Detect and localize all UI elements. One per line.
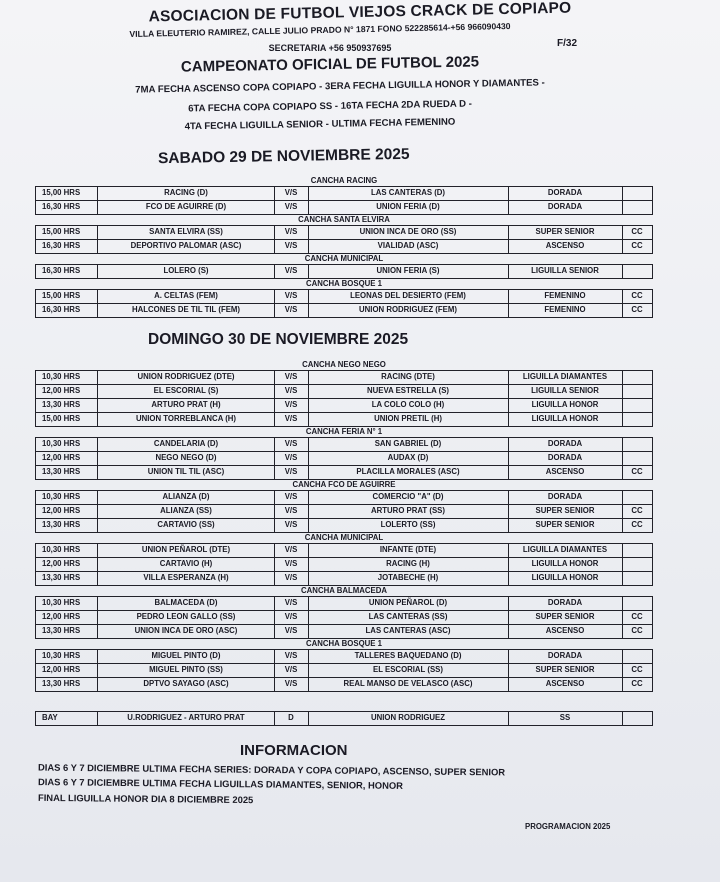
away-team: AUDAX (D): [308, 452, 509, 465]
home-team: ALIANZA (D): [98, 491, 275, 504]
category-label: SUPER SENIOR: [508, 611, 623, 624]
match-row: [35, 385, 653, 399]
away-team: UNION RODRIGUEZ: [308, 712, 509, 725]
category-label: FEMENINO: [508, 304, 623, 317]
match-row: [35, 452, 653, 466]
away-team: REAL MANSO DE VELASCO (ASC): [308, 678, 509, 691]
home-team: DEPORTIVO PALOMAR (ASC): [98, 240, 275, 253]
cc-flag: CC: [631, 506, 643, 515]
away-team: LAS CANTERAS (D): [308, 187, 509, 200]
info-line-1: DIAS 6 Y 7 DICIEMBRE ULTIMA FECHA SERIES: DORADA Y COPA COPIAPO, ASCENSO, SUPER SENIOR: [37, 761, 506, 778]
venue-heading: CANCHA FCO DE AGUIRRE: [292, 480, 396, 489]
venue-heading: CANCHA RACING: [310, 176, 378, 185]
footer-label: PROGRAMACION 2025: [525, 822, 611, 831]
match-row: [35, 413, 653, 427]
cc-flag: CC: [631, 520, 643, 529]
match-row: [35, 240, 653, 254]
match-row: [35, 543, 653, 558]
versus-label: V/S: [274, 290, 309, 303]
versus-label: V/S: [274, 452, 309, 465]
category-label: DORADA: [508, 438, 623, 451]
match-time: 12,00 HRS: [36, 385, 98, 398]
match-time: 10,30 HRS: [36, 650, 98, 663]
match-time: 12,00 HRS: [36, 505, 98, 518]
match-row: [35, 264, 653, 279]
versus-label: D: [274, 712, 309, 725]
cc-flag: [622, 438, 652, 451]
category-label: ASCENSO: [508, 625, 623, 638]
match-time: 10,30 HRS: [36, 544, 98, 557]
away-team: SAN GABRIEL (D): [308, 438, 509, 451]
match-time: 10,30 HRS: [36, 597, 98, 610]
home-team: MIGUEL PINTO (D): [98, 650, 275, 663]
match-row: [35, 558, 653, 572]
info-line-3: FINAL LIGUILLA HONOR DIA 8 DICIEMBRE 2025: [37, 791, 254, 806]
cc-flag: CC: [631, 679, 643, 688]
away-team: VIALIDAD (ASC): [308, 240, 509, 253]
away-team: NUEVA ESTRELLA (S): [308, 385, 509, 398]
match-row: [35, 596, 653, 611]
match-time: 12,00 HRS: [36, 452, 98, 465]
cc-flag: CC: [631, 227, 643, 236]
versus-label: V/S: [274, 519, 309, 532]
home-team: SANTA ELVIRA (SS): [98, 226, 275, 239]
category-label: SS: [508, 712, 623, 725]
info-title: INFORMACION: [240, 742, 348, 759]
versus-label: V/S: [274, 226, 309, 239]
category-label: DORADA: [508, 597, 623, 610]
match-time: BAY: [36, 712, 98, 725]
versus-label: V/S: [274, 304, 309, 317]
category-label: DORADA: [508, 650, 623, 663]
cc-flag: [622, 712, 652, 725]
home-team: UNION TORREBLANCA (H): [98, 413, 275, 426]
versus-label: V/S: [274, 505, 309, 518]
home-team: VILLA ESPERANZA (H): [98, 572, 275, 585]
org-secretaria: SECRETARIA +56 950937695: [268, 43, 392, 53]
category-label: LIGUILLA HONOR: [508, 558, 623, 571]
home-team: MIGUEL PINTO (SS): [98, 664, 275, 677]
away-team: JOTABECHE (H): [308, 572, 509, 585]
category-label: SUPER SENIOR: [508, 505, 623, 518]
match-time: 16,30 HRS: [36, 201, 98, 214]
cc-flag: [622, 371, 652, 384]
away-team: UNION INCA DE ORO (SS): [308, 226, 509, 239]
match-row: [35, 399, 653, 413]
away-team: INFANTE (DTE): [308, 544, 509, 557]
match-time: 13,30 HRS: [36, 678, 98, 691]
match-time: 10,30 HRS: [36, 371, 98, 384]
cc-flag: [622, 650, 652, 663]
fixture-line-1: 7MA FECHA ASCENSO COPA COPIAPO - 3ERA FECHA LIGUILLA HONOR Y DIAMANTES -: [135, 77, 545, 96]
home-team: ALIANZA (SS): [98, 505, 275, 518]
match-row: [35, 611, 653, 625]
match-time: 16,30 HRS: [36, 304, 98, 317]
away-team: ARTURO PRAT (SS): [308, 505, 509, 518]
venue-heading: CANCHA MUNICIPAL: [304, 254, 384, 263]
match-row: [35, 186, 653, 201]
home-team: HALCONES DE TIL TIL (FEM): [98, 304, 275, 317]
cc-flag: [622, 413, 652, 426]
category-label: SUPER SENIOR: [508, 519, 623, 532]
venue-heading: CANCHA BALMACEDA: [301, 586, 387, 595]
away-team: UNION FERIA (S): [308, 265, 509, 278]
match-time: 15,00 HRS: [36, 187, 98, 200]
cc-flag: [622, 187, 652, 200]
match-row: [35, 625, 653, 639]
category-label: SUPER SENIOR: [508, 226, 623, 239]
away-team: LA COLO COLO (H): [308, 399, 509, 412]
home-team: CARTAVIO (H): [98, 558, 275, 571]
category-label: DORADA: [508, 491, 623, 504]
versus-label: V/S: [274, 385, 309, 398]
cc-flag: CC: [631, 626, 643, 635]
versus-label: V/S: [274, 466, 309, 479]
venue-heading: CANCHA MUNICIPAL: [304, 533, 384, 542]
bay-row-table: [35, 711, 653, 726]
match-row: [35, 225, 653, 240]
cc-flag: CC: [631, 291, 643, 300]
cc-flag: CC: [631, 305, 643, 314]
away-team: LAS CANTERAS (SS): [308, 611, 509, 624]
match-row: [35, 678, 653, 692]
home-team: ARTURO PRAT (H): [98, 399, 275, 412]
versus-label: V/S: [274, 572, 309, 585]
away-team: UNION PEÑAROL (D): [308, 597, 509, 610]
category-label: SUPER SENIOR: [508, 664, 623, 677]
match-time: 12,00 HRS: [36, 558, 98, 571]
category-label: LIGUILLA DIAMANTES: [508, 544, 623, 557]
match-row: [35, 289, 653, 304]
cc-flag: [622, 572, 652, 585]
away-team: UNION FERIA (D): [308, 201, 509, 214]
category-label: FEMENINO: [508, 290, 623, 303]
sunday-title: DOMINGO 30 DE NOVIEMBRE 2025: [148, 331, 409, 348]
home-team: UNION PEÑAROL (DTE): [98, 544, 275, 557]
versus-label: V/S: [274, 399, 309, 412]
home-team: EL ESCORIAL (S): [98, 385, 275, 398]
match-time: 16,30 HRS: [36, 240, 98, 253]
versus-label: V/S: [274, 611, 309, 624]
venue-heading: CANCHA BOSQUE 1: [306, 279, 382, 288]
venue-heading: CANCHA SANTA ELVIRA: [298, 215, 390, 224]
cc-flag: [622, 385, 652, 398]
versus-label: V/S: [274, 544, 309, 557]
cc-flag: [622, 265, 652, 278]
match-time: 13,30 HRS: [36, 625, 98, 638]
match-row: [35, 304, 653, 318]
away-team: UNION PRETIL (H): [308, 413, 509, 426]
match-row: [35, 505, 653, 519]
versus-label: V/S: [274, 413, 309, 426]
venue-heading: CANCHA FERIA N° 1: [305, 427, 383, 436]
cc-flag: [622, 399, 652, 412]
versus-label: V/S: [274, 650, 309, 663]
away-team: LAS CANTERAS (ASC): [308, 625, 509, 638]
home-team: A. CELTAS (FEM): [98, 290, 275, 303]
home-team: NEGO NEGO (D): [98, 452, 275, 465]
org-title: ASOCIACION DE FUTBOL VIEJOS CRACK DE COPIAPO: [148, 0, 572, 26]
home-team: BALMACEDA (D): [98, 597, 275, 610]
match-time: 13,30 HRS: [36, 519, 98, 532]
versus-label: V/S: [274, 265, 309, 278]
home-team: U.RODRIGUEZ - ARTURO PRAT: [98, 712, 275, 725]
away-team: COMERCIO "A" (D): [308, 491, 509, 504]
home-team: FCO DE AGUIRRE (D): [98, 201, 275, 214]
match-time: 15,00 HRS: [36, 226, 98, 239]
match-row: [35, 437, 653, 452]
venue-heading: CANCHA BOSQUE 1: [306, 639, 382, 648]
category-label: LIGUILLA HONOR: [508, 399, 623, 412]
category-label: ASCENSO: [508, 466, 623, 479]
home-team: CANDELARIA (D): [98, 438, 275, 451]
versus-label: V/S: [274, 678, 309, 691]
category-label: LIGUILLA SENIOR: [508, 265, 623, 278]
category-label: ASCENSO: [508, 678, 623, 691]
away-team: RACING (DTE): [308, 371, 509, 384]
versus-label: V/S: [274, 201, 309, 214]
match-row: [35, 664, 653, 678]
category-label: LIGUILLA HONOR: [508, 413, 623, 426]
away-team: EL ESCORIAL (SS): [308, 664, 509, 677]
cc-flag: CC: [631, 241, 643, 250]
match-time: 12,00 HRS: [36, 611, 98, 624]
org-address: VILLA ELEUTERIO RAMIREZ, CALLE JULIO PRADO N° 1871 FONO 522285614-+56 966090430: [129, 21, 511, 39]
match-time: 13,30 HRS: [36, 572, 98, 585]
category-label: DORADA: [508, 452, 623, 465]
cc-flag: CC: [631, 665, 643, 674]
home-team: LOLERO (S): [98, 265, 275, 278]
category-label: ASCENSO: [508, 240, 623, 253]
venue-heading: CANCHA NEGO NEGO: [302, 360, 386, 369]
saturday-schedule: [35, 176, 653, 318]
versus-label: V/S: [274, 558, 309, 571]
cc-flag: [622, 544, 652, 557]
versus-label: V/S: [274, 438, 309, 451]
home-team: RACING (D): [98, 187, 275, 200]
away-team: UNION RODRIGUEZ (FEM): [308, 304, 509, 317]
match-time: 15,00 HRS: [36, 290, 98, 303]
versus-label: V/S: [274, 240, 309, 253]
match-row: [35, 490, 653, 505]
away-team: LOLERTO (SS): [308, 519, 509, 532]
away-team: PLACILLA MORALES (ASC): [308, 466, 509, 479]
saturday-title: SABADO 29 DE NOVIEMBRE 2025: [157, 145, 410, 168]
match-row: [35, 370, 653, 385]
match-row: [35, 519, 653, 533]
match-time: 10,30 HRS: [36, 491, 98, 504]
versus-label: V/S: [274, 664, 309, 677]
cc-flag: [622, 491, 652, 504]
match-time: 16,30 HRS: [36, 265, 98, 278]
match-row: [35, 649, 653, 664]
home-team: UNION TIL TIL (ASC): [98, 466, 275, 479]
category-label: DORADA: [508, 187, 623, 200]
versus-label: V/S: [274, 597, 309, 610]
versus-label: V/S: [274, 187, 309, 200]
category-label: LIGUILLA SENIOR: [508, 385, 623, 398]
home-team: PEDRO LEON GALLO (SS): [98, 611, 275, 624]
fixture-line-3: 4TA FECHA LIGUILLA SENIOR - ULTIMA FECHA FEMENINO: [184, 116, 456, 133]
cc-flag: CC: [631, 612, 643, 621]
cc-flag: CC: [631, 467, 643, 476]
match-time: 13,30 HRS: [36, 466, 98, 479]
category-label: DORADA: [508, 201, 623, 214]
category-label: LIGUILLA DIAMANTES: [508, 371, 623, 384]
cc-flag: [622, 597, 652, 610]
match-row: [35, 711, 653, 726]
match-time: 15,00 HRS: [36, 413, 98, 426]
versus-label: V/S: [274, 371, 309, 384]
match-row: [35, 466, 653, 480]
versus-label: V/S: [274, 625, 309, 638]
document-code: F/32: [557, 38, 578, 49]
match-row: [35, 201, 653, 215]
fixture-line-2: 6TA FECHA COPA COPIAPO SS - 16TA FECHA 2DA RUEDA D -: [188, 98, 472, 115]
cc-flag: [622, 558, 652, 571]
cc-flag: [622, 452, 652, 465]
category-label: LIGUILLA HONOR: [508, 572, 623, 585]
campeonato-title: CAMPEONATO OFICIAL DE FUTBOL 2025: [180, 53, 480, 76]
match-time: 12,00 HRS: [36, 664, 98, 677]
away-team: LEONAS DEL DESIERTO (FEM): [308, 290, 509, 303]
home-team: UNION INCA DE ORO (ASC): [98, 625, 275, 638]
cc-flag: [622, 201, 652, 214]
sunday-schedule: [35, 360, 653, 692]
versus-label: V/S: [274, 491, 309, 504]
match-row: [35, 572, 653, 586]
away-team: TALLERES BAQUEDANO (D): [308, 650, 509, 663]
info-line-2: DIAS 6 Y 7 DICIEMBRE ULTIMA FECHA LIGUILLAS DIAMANTES, SENIOR, HONOR: [37, 776, 404, 791]
match-time: 13,30 HRS: [36, 399, 98, 412]
away-team: RACING (H): [308, 558, 509, 571]
home-team: DPTVO SAYAGO (ASC): [98, 678, 275, 691]
home-team: CARTAVIO (SS): [98, 519, 275, 532]
match-time: 10,30 HRS: [36, 438, 98, 451]
home-team: UNION RODRIGUEZ (DTE): [98, 371, 275, 384]
